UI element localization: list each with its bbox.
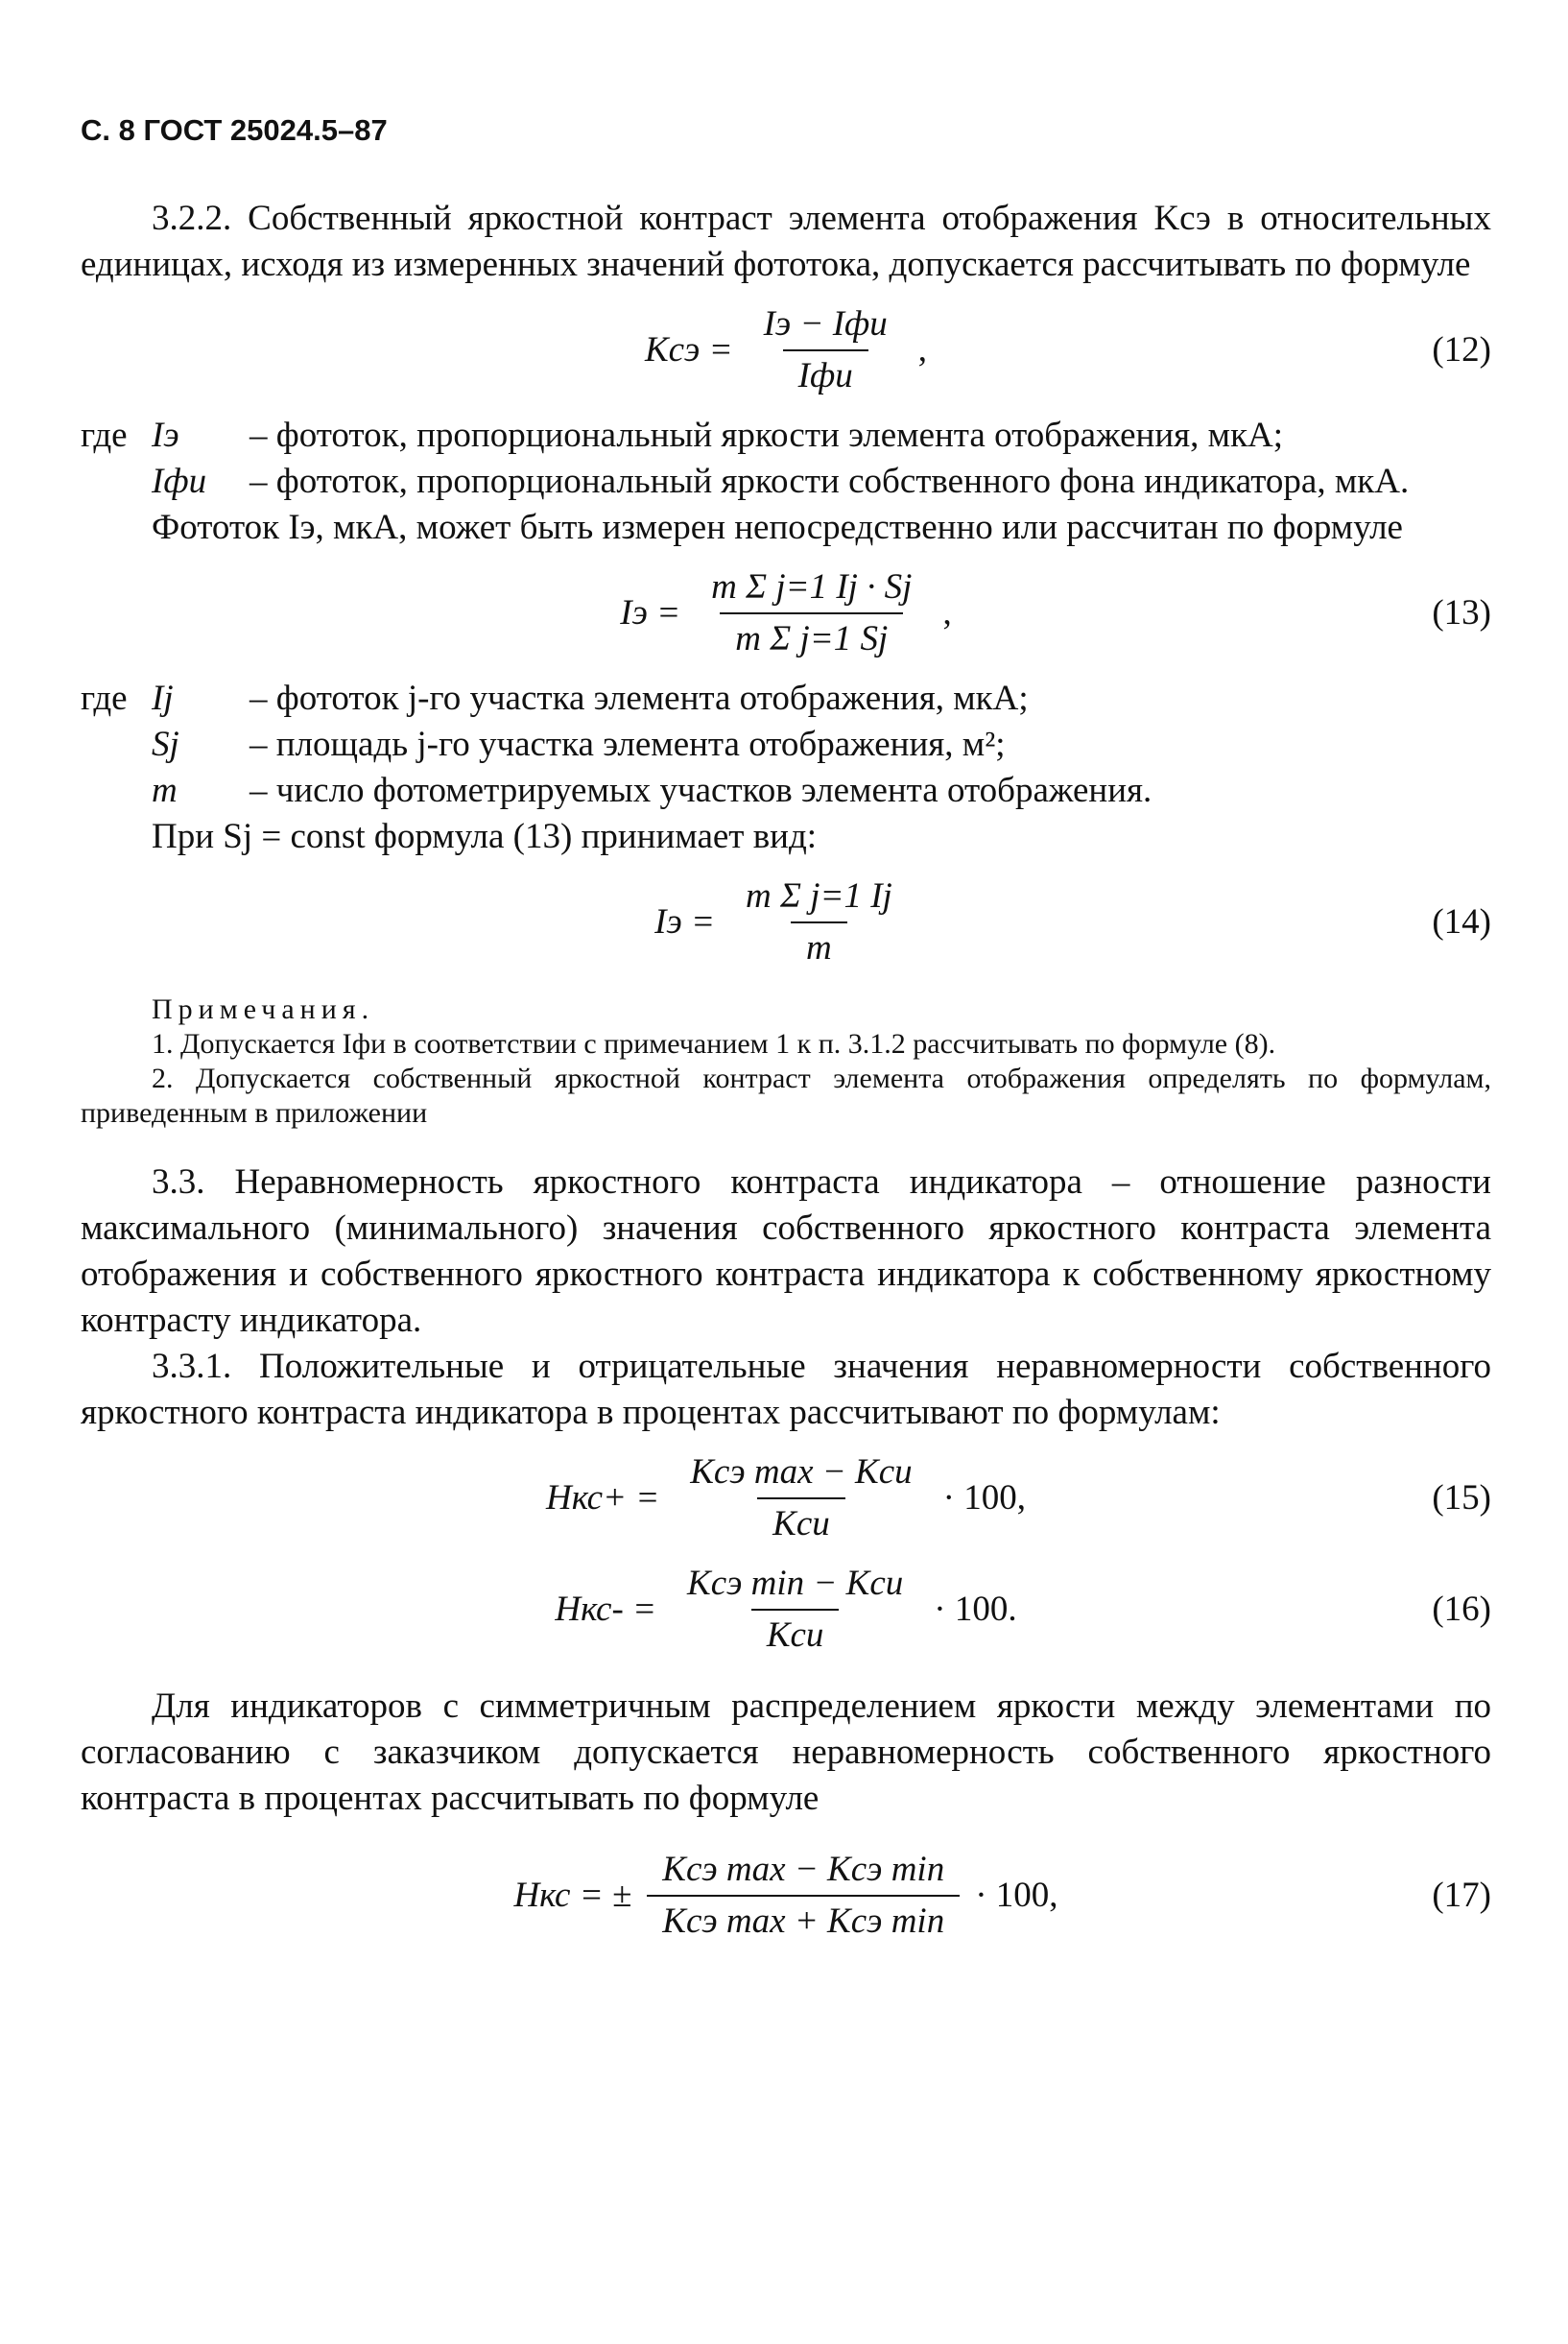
formula-15-numerator: Kсэ max − Kси xyxy=(690,1452,913,1492)
formula-12-number: (12) xyxy=(1432,330,1491,370)
legend-symbol: Iфи xyxy=(152,462,207,501)
paragraph-3-2-2: 3.2.2. Собственный яркостной контраст элемента отображения Kсэ в относительных единицах, исходя из измеренных значений фототока, допускается рассчитывать по формуле xyxy=(81,199,1491,284)
legend-symbol: Sj xyxy=(152,725,179,764)
formula-16 xyxy=(81,1561,1491,1659)
paragraph-symmetric: Для индикаторов с симметричным распределением яркости между элементами по согласованию с заказчиком допускается неравномерность собственного яркостного контраста в процентах рассчитывать по формуле xyxy=(81,1686,1491,1818)
formula-16-numerator: Kсэ min − Kси xyxy=(687,1564,904,1603)
formula-15-number: (15) xyxy=(1432,1478,1491,1518)
formula-12-rhs: , xyxy=(917,330,928,370)
formula-14-number: (14) xyxy=(1432,902,1491,942)
formula-13-fraction xyxy=(696,564,927,662)
legend-symbol: Iэ xyxy=(152,416,179,455)
formula-17 xyxy=(81,1847,1491,1945)
formula-14-fraction xyxy=(730,873,908,971)
formula-17-lhs: Hкс = ± xyxy=(513,1876,632,1915)
formula-14 xyxy=(81,873,1491,971)
formula-15 xyxy=(81,1449,1491,1547)
formula-12 xyxy=(81,301,1491,399)
paragraph-3-3-1: 3.3.1. Положительные и отрицательные значения неравномерности собственного яркостного контраста индикатора в процентах рассчитывают по формулам: xyxy=(81,1347,1491,1432)
formula-17-numerator: Kсэ max − Kсэ min xyxy=(662,1850,945,1889)
legend-definition: – фототок, пропорциональный яркости собственного фона индикатора, мкА. xyxy=(249,462,1410,501)
formula-16-denominator: Kси xyxy=(751,1609,840,1659)
note-item: 2. Допускается собственный яркостной контраст элемента отображения определять по формулам, приведенным в приложении xyxy=(81,1063,1491,1129)
legend-item xyxy=(81,413,1491,459)
formula-13 xyxy=(81,564,1491,662)
formula-17-denominator: Kсэ max + Kсэ min xyxy=(647,1895,960,1945)
formula-16-rhs: · 100. xyxy=(934,1590,1017,1629)
formula-16-lhs: Hкс- = xyxy=(555,1590,657,1629)
legend-symbol: m xyxy=(152,771,178,810)
legend-formula-13 xyxy=(81,676,1491,814)
paragraph-photocurrent: Фототок Iэ, мкА, может быть измерен непосредственно или рассчитан по формуле xyxy=(152,508,1403,547)
formula-12-lhs: Kсэ = xyxy=(644,330,733,370)
legend-definition: – площадь j-го участка элемента отображения, м²; xyxy=(249,725,1006,764)
page-header: С. 8 ГОСТ 25024.5–87 xyxy=(81,113,388,147)
where-label: где xyxy=(81,679,128,718)
formula-13-lhs: Iэ = xyxy=(620,593,681,633)
notes-block xyxy=(81,993,1491,1131)
formula-12-numerator: Iэ − Iфи xyxy=(763,304,888,344)
formula-16-fraction xyxy=(672,1561,918,1659)
formula-16-number: (16) xyxy=(1432,1590,1491,1629)
formula-15-lhs: Hкс+ = xyxy=(546,1478,660,1518)
legend-item xyxy=(81,768,1491,814)
legend-definition: – фототок j-го участка элемента отображения, мкА; xyxy=(249,679,1029,718)
formula-12-denominator: Iфи xyxy=(783,349,868,399)
legend-item xyxy=(81,459,1491,505)
legend-item xyxy=(81,722,1491,768)
formula-14-numerator: m Σ j=1 Ij xyxy=(746,876,892,916)
legend-definition: – число фотометрируемых участков элемента отображения. xyxy=(249,771,1152,810)
formula-17-fraction xyxy=(647,1847,960,1945)
note-item: 1. Допускается Iфи в соответствии с примечанием 1 к п. 3.1.2 рассчитывать по формуле (8). xyxy=(152,1028,1276,1060)
formula-15-denominator: Kси xyxy=(757,1497,845,1547)
formula-17-number: (17) xyxy=(1432,1876,1491,1915)
formula-13-denominator: m Σ j=1 Sj xyxy=(720,612,903,662)
formula-15-fraction xyxy=(675,1449,927,1547)
legend-symbol: Ij xyxy=(152,679,174,718)
formula-14-denominator: m xyxy=(791,921,847,971)
formula-13-rhs: , xyxy=(942,593,952,633)
formula-14-lhs: Iэ = xyxy=(654,902,716,942)
legend-formula-12 xyxy=(81,413,1491,505)
legend-definition: – фототок, пропорциональный яркости элемента отображения, мкА; xyxy=(249,416,1284,455)
formula-13-number: (13) xyxy=(1432,593,1491,633)
formula-13-numerator: m Σ j=1 Ij · Sj xyxy=(711,567,913,607)
where-label: где xyxy=(81,416,128,455)
notes-title: Примечания. xyxy=(152,993,375,1025)
paragraph-sj-const: При Sj = const формула (13) принимает вид: xyxy=(152,817,818,856)
document-page xyxy=(81,108,1491,1958)
legend-item xyxy=(81,676,1491,722)
formula-15-rhs: · 100, xyxy=(942,1478,1026,1518)
formula-12-fraction xyxy=(748,301,903,399)
paragraph-3-3: 3.3. Неравномерность яркостного контраста индикатора – отношение разности максимального (минимального) значения собственного яркостного контраста элемента отображения и собственного яркостного контраста индикатора к собственному яркостному контрасту индикатора. xyxy=(81,1162,1491,1340)
formula-17-rhs: · 100, xyxy=(975,1876,1058,1915)
